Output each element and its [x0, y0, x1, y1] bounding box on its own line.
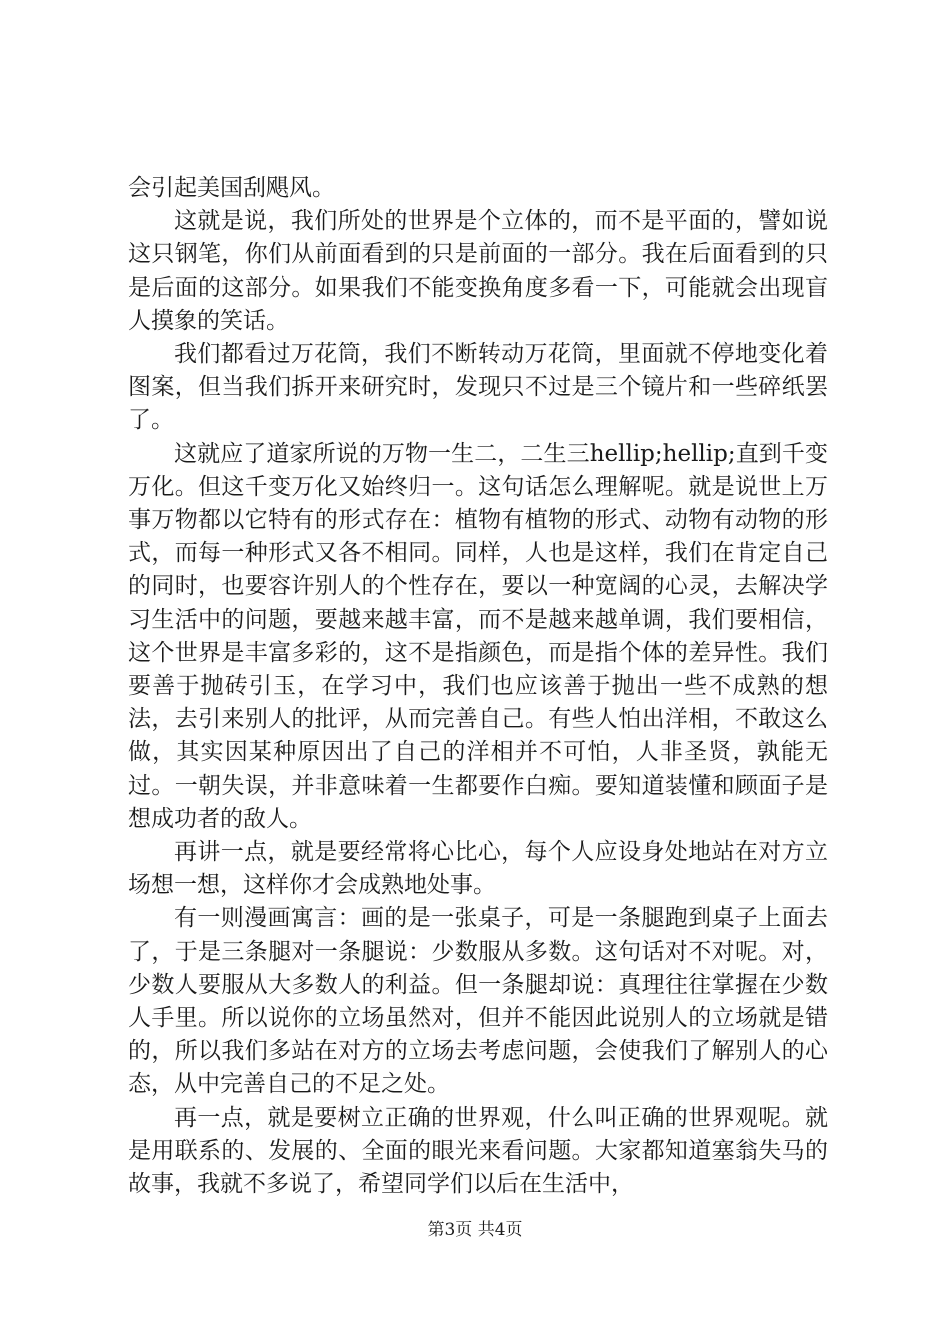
page-number-footer: 第3页 共4页 — [427, 1220, 523, 1240]
paragraph: 有一则漫画寓言：画的是一张桌子，可是一条腿跑到桌子上面去了，于是三条腿对一条腿说：少数服从多数。这句话对不对呢。对，少数人要服从大多数人的利益。但一条腿却说：真理往往掌握在少数人手里。所以说你的立场虽然对，但并不能因此说别人的立场就是错的，所以我们多站在对方的立场去考虑问题，会使我们了解别人的心态，从中完善自己的不足之处。 — [128, 905, 828, 1098]
paragraph: 我们都看过万花筒，我们不断转动万花筒，里面就不停地变化着图案，但当我们拆开来研究时，发现只不过是三个镜片和一些碎纸罢了。 — [128, 341, 828, 434]
paragraph: 这就是说，我们所处的世界是个立体的，而不是平面的，譬如说这只钢笔，你们从前面看到的只是前面的一部分。我在后面看到的只是后面的这部分。如果我们不能变换角度多看一下，可能就会出现盲人摸象的笑话。 — [128, 208, 828, 334]
document-body — [128, 172, 828, 1201]
paragraph: 这就应了道家所说的万物一生二，二生三hellip;hellip;直到千变万化。但这千变万化又始终归一。这句话怎么理解呢。就是说世上万事万物都以它特有的形式存在：植物有植物的形式、动物有动物的形式，而每一种形式又各不相同。同样，人也是这样，我们在肯定自己的同时，也要容许别人的个性存在，要以一种宽阔的心灵，去解决学习生活中的问题，要越来越丰富，而不是越来越单调，我们要相信，这个世界是丰富多彩的，这不是指颜色，而是指个体的差异性。我们要善于抛砖引玉，在学习中，我们也应该善于抛出一些不成熟的想法，去引来别人的批评，从而完善自己。有些人怕出洋相，不敢这么做，其实因某种原因出了自己的洋相并不可怕，人非圣贤，孰能无过。一朝失误，并非意味着一生都要作白痴。要知道装懂和顾面子是想成功者的敌人。 — [128, 440, 828, 832]
paragraph: 再一点，就是要树立正确的世界观，什么叫正确的世界观呢。就是用联系的、发展的、全面的眼光来看问题。大家都知道塞翁失马的故事，我就不多说了，希望同学们以后在生活中， — [128, 1104, 828, 1198]
paragraph: 再讲一点，就是要经常将心比心，每个人应设身处地站在对方立场想一想，这样你才会成熟地处事。 — [128, 839, 828, 899]
paragraph-continuation: 会引起美国刮飓风。 — [128, 175, 335, 201]
